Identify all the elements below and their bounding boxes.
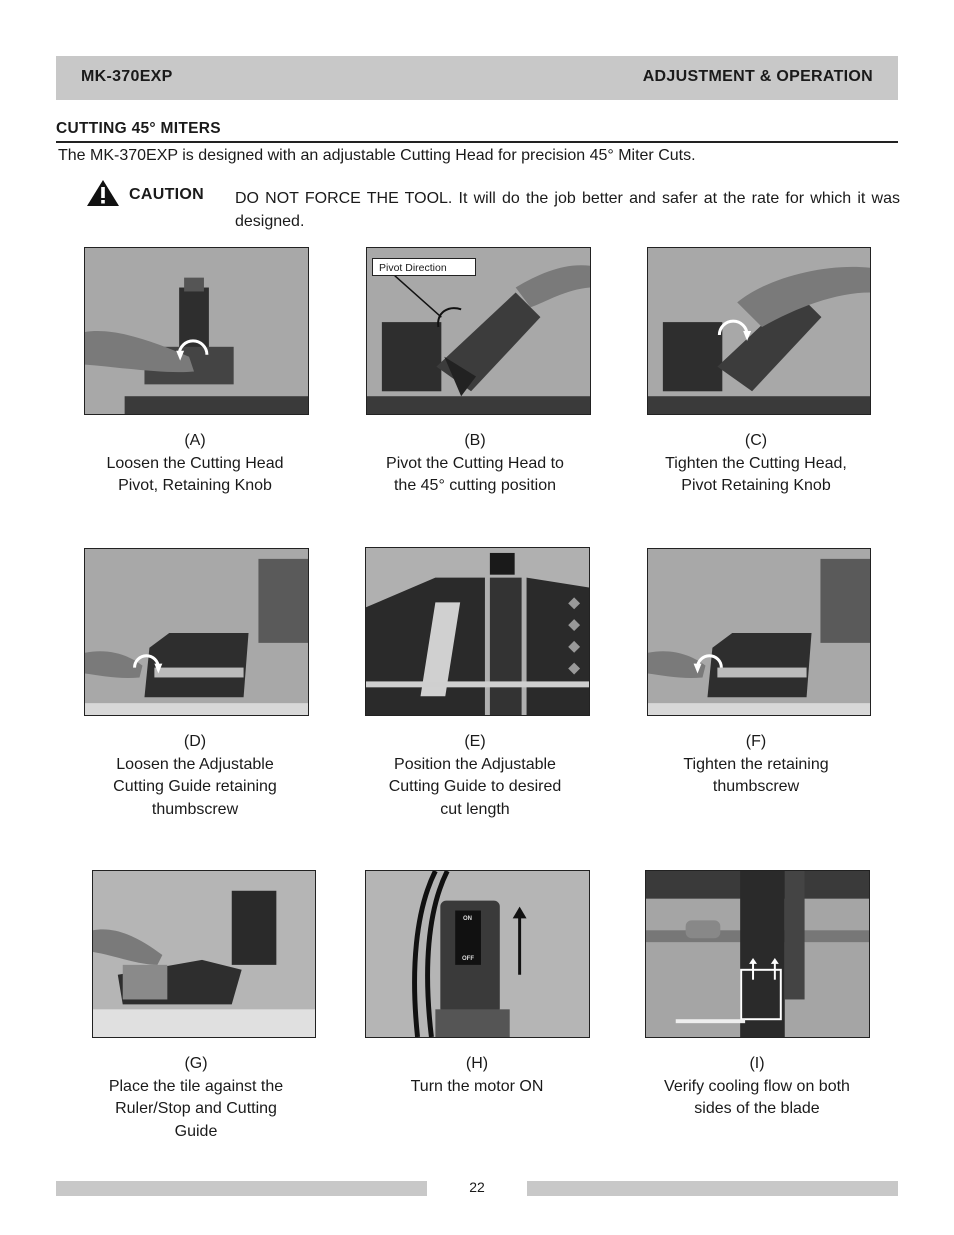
photo-step-f xyxy=(647,548,871,716)
step-line: Turn the motor ON xyxy=(410,1077,544,1095)
photo-step-i xyxy=(645,870,870,1038)
step-letter: (F) xyxy=(745,733,767,750)
step-line: Position the Adjustable xyxy=(394,755,556,773)
step-line: cut length xyxy=(440,800,510,818)
photo-step-g xyxy=(92,870,316,1038)
step-letter: (A) xyxy=(184,432,206,449)
photo-step-e xyxy=(365,547,590,716)
photo-step-h xyxy=(365,870,590,1038)
page-header xyxy=(56,56,898,100)
title-rule xyxy=(56,141,898,143)
caption-step-i xyxy=(637,1053,877,1121)
step-line: Loosen the Cutting Head xyxy=(106,454,284,472)
step-line: Cutting Guide retaining xyxy=(113,778,277,795)
step-line: Verify cooling flow on both xyxy=(664,1077,850,1095)
caption-step-c xyxy=(636,430,876,498)
photo-step-b xyxy=(366,247,591,415)
step-line: thumbscrew xyxy=(712,778,800,795)
step-letter: (D) xyxy=(183,733,207,750)
step-line: Cutting Guide to desired xyxy=(388,778,562,795)
step-letter: (B) xyxy=(464,432,486,449)
caption-step-d xyxy=(75,731,315,821)
step-line: sides of the blade xyxy=(694,1100,820,1117)
caption-step-g xyxy=(76,1053,316,1143)
model-name: MK-370EXP xyxy=(81,68,173,85)
page-number: 22 xyxy=(469,1179,485,1195)
footer-bar-right xyxy=(527,1181,898,1196)
step-line: Ruler/Stop and Cutting xyxy=(115,1100,277,1117)
footer-bar-left xyxy=(56,1181,427,1196)
switch-off-label: OFF xyxy=(462,956,474,962)
step-letter: (I) xyxy=(749,1055,765,1072)
caution-label: CAUTION xyxy=(129,186,204,203)
caution-text: DO NOT FORCE THE TOOL. It will do the job better and safer at the rate for which it was designed. xyxy=(235,190,900,230)
step-line: Pivot Retaining Knob xyxy=(681,477,831,494)
caption-step-f xyxy=(636,731,876,799)
step-line: Pivot, Retaining Knob xyxy=(118,477,272,494)
step-line: Place the tile against the xyxy=(108,1077,284,1095)
step-letter: (G) xyxy=(184,1055,208,1072)
step-line: Tighten the Cutting Head, xyxy=(665,454,847,472)
photo-step-c xyxy=(647,247,871,415)
photo-step-a xyxy=(84,247,309,415)
step-letter: (C) xyxy=(744,432,768,449)
step-line: Tighten the retaining xyxy=(683,755,829,773)
step-letter: (E) xyxy=(464,733,486,750)
section-title: CUTTING 45° MITERS xyxy=(56,120,221,137)
step-line: Pivot the Cutting Head to xyxy=(386,454,564,472)
warning-triangle-icon xyxy=(86,179,120,207)
pivot-direction-callout: Pivot Direction xyxy=(372,258,476,276)
caption-step-e xyxy=(355,731,595,821)
switch-on-label: ON xyxy=(463,916,472,922)
step-line: thumbscrew xyxy=(151,800,239,818)
section-name: ADJUSTMENT & OPERATION xyxy=(642,68,873,85)
caption-step-b xyxy=(355,430,595,498)
step-letter: (H) xyxy=(465,1055,489,1072)
caption-step-a xyxy=(75,430,315,498)
caption-step-h xyxy=(357,1053,597,1098)
step-line: Loosen the Adjustable xyxy=(116,755,274,773)
photo-step-d xyxy=(84,548,309,716)
intro-text: The MK-370EXP is designed with an adjustable Cutting Head for precision 45° Miter Cuts. xyxy=(58,147,696,164)
step-line: Guide xyxy=(174,1122,218,1140)
step-line: the 45° cutting position xyxy=(393,477,557,494)
